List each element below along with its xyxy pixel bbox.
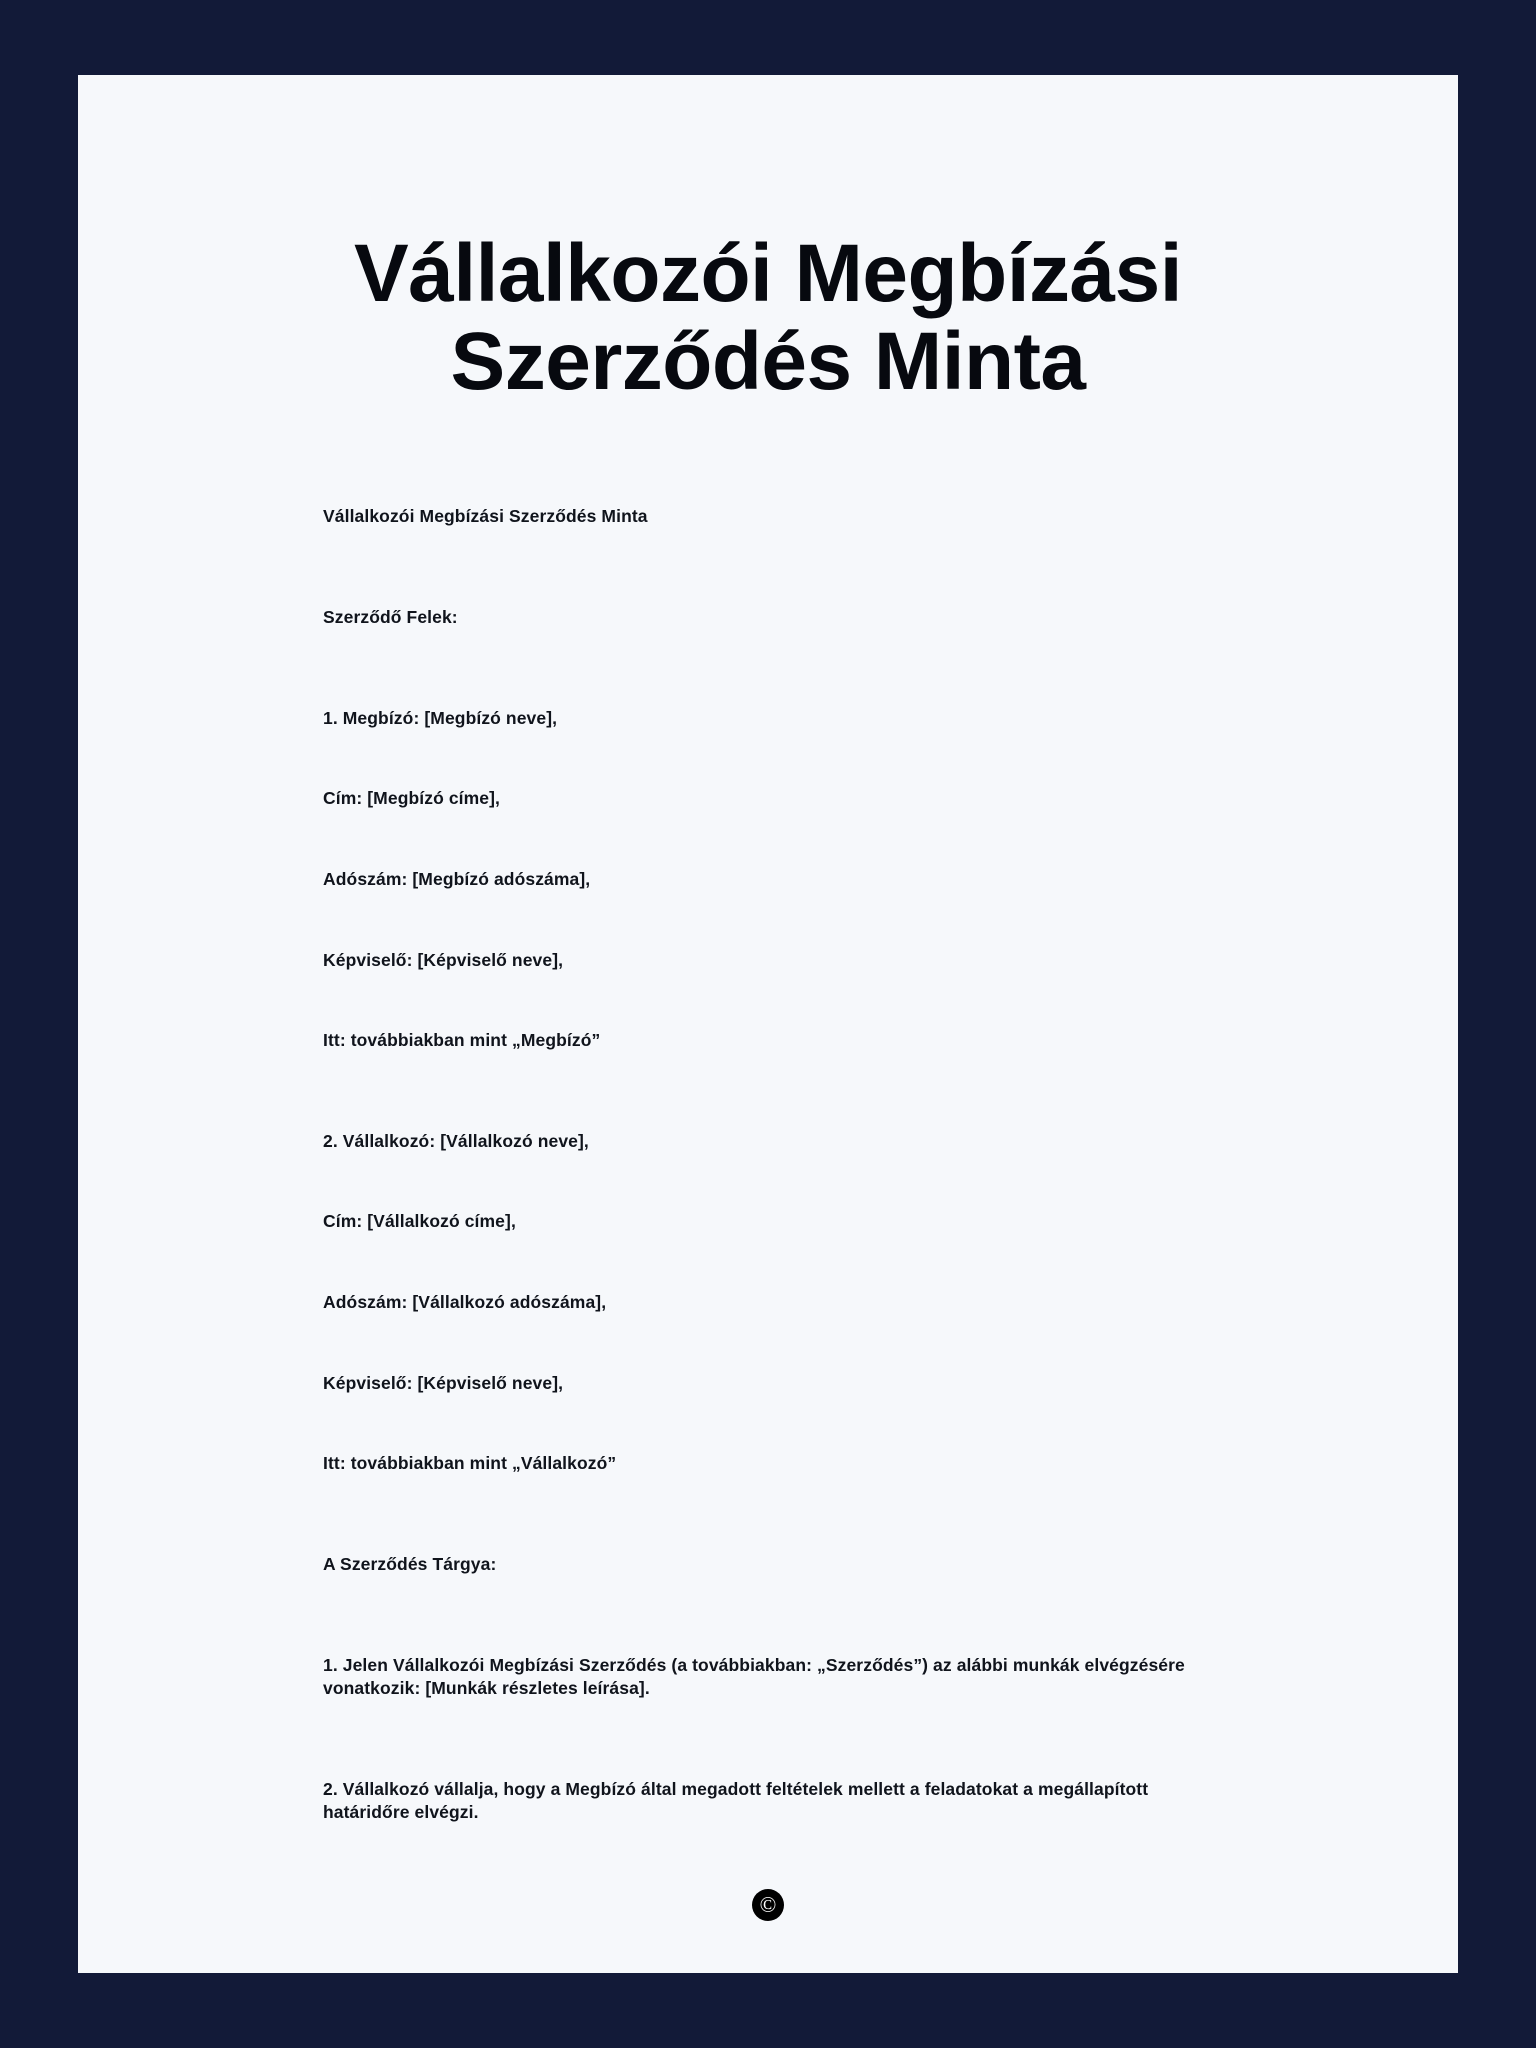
- document-page: [78, 75, 1458, 1973]
- paragraph-contractor-reference: Itt: továbbiakban mint „Vállalkozó”: [323, 1453, 617, 1474]
- paragraph-contractor-taxnumber: Adószám: [Vállalkozó adószáma],: [323, 1292, 607, 1313]
- paragraph-client-address: Cím: [Megbízó címe],: [323, 788, 501, 809]
- paragraph-client-representative: Képviselő: [Képviselő neve],: [323, 949, 564, 970]
- paragraph-subject-item-2: 2. Vállalkozó vállalja, hogy a Megbízó által megadott feltételek mellett a feladatokat a megállapított határidőre elvégzi.: [323, 1778, 1149, 1823]
- paragraph-subject-item-1: 1. Jelen Vállalkozói Megbízási Szerződés (a továbbiakban: „Szerződés”) az alábbi munkák elvégzésére vonatkozik: [Munkák részletes leírása].: [323, 1654, 1185, 1699]
- paragraph-subtitle: Vállalkozói Megbízási Szerződés Minta: [323, 506, 648, 527]
- page-title: Vállalkozói Megbízási Szerződés Minta: [354, 228, 1182, 407]
- paragraph-subject-heading: A Szerződés Tárgya:: [323, 1553, 497, 1574]
- paragraph-contractor-name: 2. Vállalkozó: [Vállalkozó neve],: [323, 1130, 589, 1151]
- paragraph-client-taxnumber: Adószám: [Megbízó adószáma],: [323, 868, 591, 889]
- paragraph-client-reference: Itt: továbbiakban mint „Megbízó”: [323, 1030, 601, 1051]
- paragraph-client-name: 1. Megbízó: [Megbízó neve],: [323, 707, 558, 728]
- page-footer: [78, 1889, 1458, 1921]
- copyright-icon: ©: [752, 1889, 784, 1921]
- paragraph-contractor-representative: Képviselő: [Képviselő neve],: [323, 1372, 564, 1393]
- paragraph-contractor-address: Cím: [Vállalkozó címe],: [323, 1211, 516, 1232]
- paragraph-parties-heading: Szerződő Felek:: [323, 607, 458, 628]
- document-body: [78, 505, 1458, 1825]
